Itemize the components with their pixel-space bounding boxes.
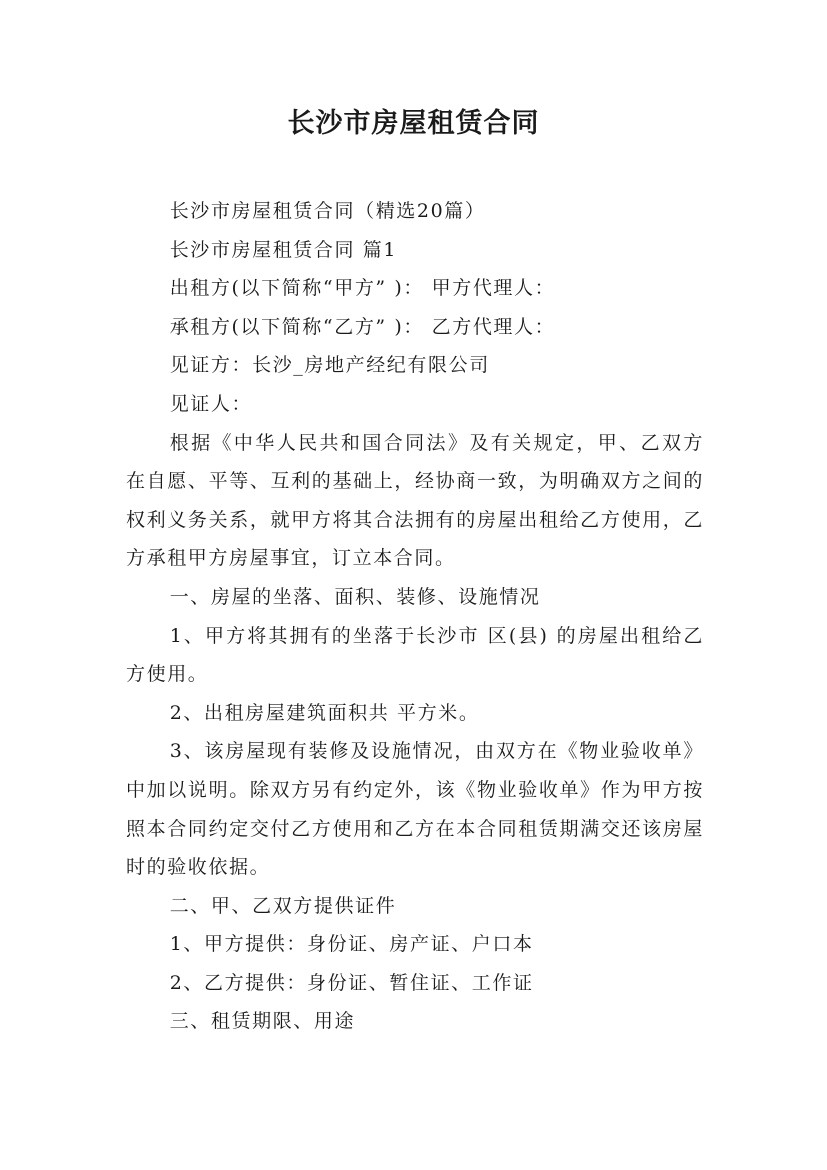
document-body xyxy=(126,192,704,1041)
paragraph-lessee: 承租方(以下简称“乙方” )： 乙方代理人： xyxy=(169,315,556,338)
clause-2-party-b-documents: 2、乙方提供：身份证、暂住证、工作证 xyxy=(169,971,534,994)
clause-1-location: 1、甲方将其拥有的坐落于长沙市 区(县) 的房屋出租给乙方使用。 xyxy=(126,624,704,686)
paragraph-witness-person: 见证人： xyxy=(169,392,253,415)
paragraph-collection-heading: 长沙市房屋租赁合同（精选20篇） xyxy=(169,200,486,222)
section-heading-documents: 二、甲、乙双方提供证件 xyxy=(169,894,397,917)
document-title: 长沙市房屋租赁合同 xyxy=(287,108,540,139)
paragraph-preamble: 根据《中华人民共和国合同法》及有关规定，甲、乙双方在自愿、平等、互利的基础上，经协商一致，为明确双方之间的权利义务关系，就甲方将其合法拥有的房屋出租给乙方使用，乙方承租甲方房屋事宜，订立本合同。 xyxy=(126,431,704,570)
paragraph-witness-party: 见证方：长沙_房地产经纪有限公司 xyxy=(169,354,490,377)
clause-3-facilities: 3、该房屋现有装修及设施情况，由双方在《物业验收单》中加以说明。除双方另有约定外，该《物业验收单》作为甲方按照本合同约定交付乙方使用和乙方在本合同租赁期满交还该房屋时的验收依据。 xyxy=(126,740,704,879)
clause-2-area: 2、出租房屋建筑面积共 平方米。 xyxy=(169,701,480,724)
section-heading-term: 三、租赁期限、用途 xyxy=(169,1010,356,1033)
section-heading-property: 一、房屋的坐落、面积、装修、设施情况 xyxy=(169,585,541,608)
paragraph-lessor: 出租方(以下简称“甲方” )： 甲方代理人： xyxy=(169,277,556,300)
clause-1-party-a-documents: 1、甲方提供：身份证、房产证、户口本 xyxy=(169,933,534,956)
paragraph-chapter-heading: 长沙市房屋租赁合同 篇1 xyxy=(169,238,398,261)
